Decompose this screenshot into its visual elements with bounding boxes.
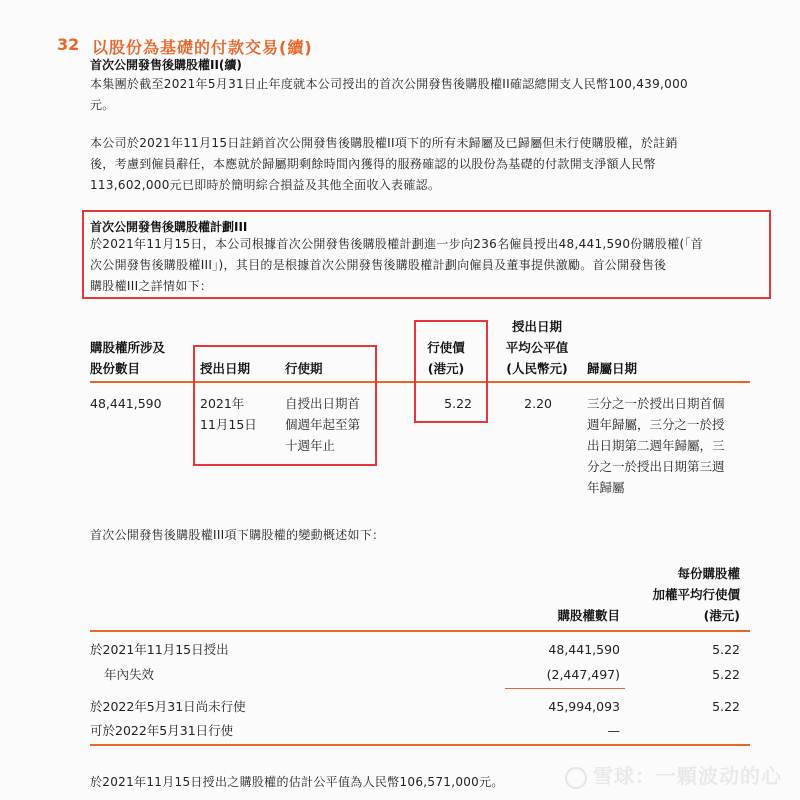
snowball-logo-icon	[565, 767, 587, 789]
header-line: 購股權所涉及	[90, 340, 166, 355]
movement-row-count: (2,447,497)	[546, 667, 620, 682]
cell-line: 分之一於授出日期第三週	[587, 459, 725, 474]
header-weighted-price	[620, 563, 740, 626]
subtotal-rule	[505, 688, 625, 689]
cell-line: 年歸屬	[587, 480, 625, 495]
text-line: 113,602,000元已即時於簡明綜合損益及其他全面收入表確認。	[90, 178, 441, 192]
movement-header-rule	[90, 630, 750, 632]
cell-line: 週年歸屬，三分之一於授	[587, 417, 725, 432]
text-line: 本集團於截至2021年5月31日止年度就本公司授出的首次公開發售後購股權II確認總開支人民幣100,439,000	[90, 77, 688, 91]
text-line: 於2021年11月15日，本公司根據首次公開發售後購股權計劃進一步向236名僱員授出48,441,590份購股權(「首	[90, 237, 704, 251]
movement-row-count: 48,441,590	[548, 642, 620, 657]
header-line: (港元)	[703, 608, 740, 623]
cell-vesting-date	[587, 393, 725, 498]
movement-row-price: 5.22	[712, 667, 740, 682]
header-exercise-period: 行使期	[285, 361, 323, 376]
note-title: 以股份為基礎的付款交易(續)	[92, 38, 313, 57]
section-ii-paragraph-2	[90, 133, 678, 196]
header-line: 平均公平值	[505, 340, 569, 355]
highlight-box-exercise-price	[414, 320, 488, 423]
header-line: 股份數目	[90, 361, 141, 376]
cell-line: 個週年起至第	[285, 417, 361, 432]
cell-exercise-price: 5.22	[444, 396, 472, 411]
cell-fair-value: 2.20	[524, 396, 552, 411]
movement-row-label: 可於2022年5月31日行使	[90, 723, 234, 738]
header-fair-value	[492, 316, 582, 379]
text-line: 購股權III之詳情如下：	[90, 279, 213, 293]
cell-line: 2021年	[200, 396, 245, 411]
header-line: 加權平均行使價	[652, 587, 740, 602]
cell-line: 十週年止	[285, 438, 336, 453]
header-line: 每份購股權	[677, 566, 740, 581]
watermark-text: 雪球：一顆波动的心	[593, 764, 782, 788]
note-number: 32	[57, 35, 80, 54]
text-line: 元。	[90, 98, 115, 112]
movement-bottom-rule	[90, 744, 750, 746]
cell-shares: 48,441,590	[90, 396, 162, 411]
section-ii-heading: 首次公開發售後購股權II(續)	[90, 58, 242, 72]
movement-row-price: 5.22	[712, 642, 740, 657]
cell-line: 三分之一於授出日期首個	[587, 396, 725, 411]
movement-row-label: 於2021年11月15日授出	[90, 642, 229, 657]
watermark	[565, 760, 782, 789]
movement-row-price: 5.22	[712, 699, 740, 714]
header-vesting-date: 歸屬日期	[587, 361, 638, 376]
text-line: 次公開發售後購股權III」)，其目的是根據首次公開發售後購股權計劃向僱員及董事提供激勵。首公開發售後	[90, 258, 667, 272]
cell-line: 自授出日期首	[285, 396, 361, 411]
fair-value-note: 於2021年11月15日授出之購股權的估計公平值為人民幣106,571,000元。	[90, 775, 504, 789]
cell-line: 出日期第二週年歸屬，三	[587, 438, 725, 453]
section-ii-paragraph-1	[90, 74, 688, 116]
cell-line: 11月15日	[200, 417, 257, 432]
section-iii-heading: 首次公開發售後購股權計劃III	[90, 220, 248, 234]
header-line: 授出日期	[511, 319, 562, 334]
movement-row-count: 45,994,093	[548, 699, 620, 714]
highlight-box-grant-and-exercise	[193, 345, 377, 466]
header-line: (港元)	[427, 361, 465, 376]
header-line: 行使價	[427, 340, 465, 355]
movement-row-label: 年內失效	[104, 667, 155, 682]
text-line: 本公司於2021年11月15日註銷首次公開發售後購股權II項下的所有未歸屬及已歸屬但未行使購股權，於註銷	[90, 136, 678, 150]
section-iii-paragraph	[90, 234, 703, 297]
header-line: (人民幣元)	[506, 361, 568, 376]
text-line: 後，考慮到僱員辭任，本應就於歸屬期剩餘時間內獲得的服務確認的以股份為基礎的付款開支淨額人民幣	[90, 157, 656, 171]
header-shares	[90, 337, 165, 379]
movement-row-label: 於2022年5月31日尚未行使	[90, 699, 246, 714]
header-option-count: 購股權數目	[557, 608, 620, 623]
header-grant-date: 授出日期	[200, 361, 251, 376]
movement-intro: 首次公開發售後購股權III項下購股權的變動概述如下：	[90, 528, 385, 542]
movement-row-count: —	[607, 723, 620, 738]
